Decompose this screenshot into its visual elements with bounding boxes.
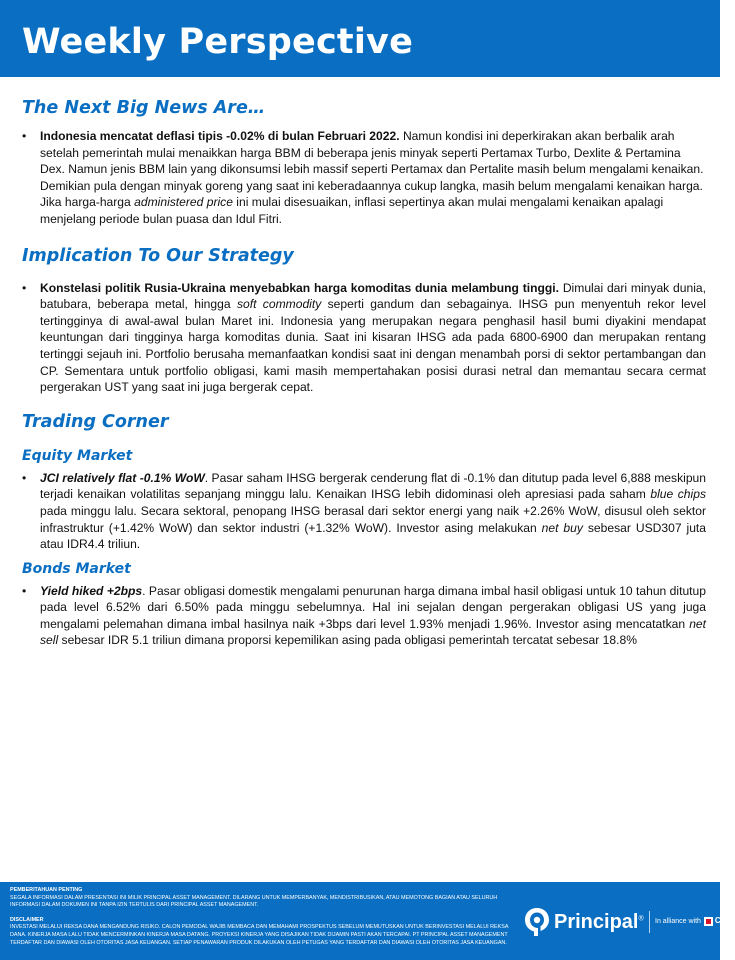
section-implication bbox=[22, 245, 706, 396]
brand-name: Principal® bbox=[554, 911, 644, 933]
disclaimer-label: DISCLAIMER bbox=[10, 916, 44, 923]
alliance-text: In alliance with bbox=[655, 918, 701, 925]
bullet-italic-text: net buy bbox=[541, 520, 583, 535]
bullet-item-inflation bbox=[22, 128, 706, 228]
bullet-item-commodities bbox=[22, 280, 706, 396]
cimb-logo-icon bbox=[704, 917, 713, 926]
page-title: Weekly Perspective bbox=[22, 22, 414, 62]
bullet-text: sebesar USD307 juta atau IDR4.4 triliun. bbox=[40, 520, 707, 552]
bullet-text: pada minggu lalu. Secara sektoral, penopang IHSG berasal dari sektor energi yang naik +2.26% WoW, disusul oleh sektor infrastruktur (+1.42% WoW) dan sektor industri (+1.32% WoW). Investor asing melakukan bbox=[40, 503, 706, 535]
bullet-text: Namun kondisi ini deperkirakan akan berbalik arah setelah pemerintah mulai menaikkan harga BBM di beberapa jenis minyak seperti Pertamax Turbo, Dexlite & Pertamina Dex. Namun jenis BBM lain yang dikonsumsi lebih massif seperti Pertamax dan Pertalite masih belum mengalami kenaikan. Demikian pula dengan minyak goreng yang saat ini keberadaannya cukup langka, masih belum mengalami kenaikan harga. Jika harga-harga bbox=[40, 129, 704, 210]
bullet-dot: • bbox=[22, 129, 27, 143]
section-heading-next-big-news: The Next Big News Are… bbox=[22, 98, 266, 118]
principal-logo-icon bbox=[524, 907, 550, 937]
bullet-italic-text: administered price bbox=[134, 195, 233, 210]
bullet-text: . Pasar obligasi domestik mengalami penurunan harga dimana imbal hasil obligasi untuk 10 tahun ditutup pada level 6.52% dari 6.50% pada minggu sebelumnya. Hal ini sejalan dengan pergerakan obligasi US yang juga mengalami pelemahan dimana imbal hasilnya naik +3bps dari level 1.93% menjadi 1.96%. Investor asing mencatatkan bbox=[40, 583, 706, 631]
bullet-text: . Pasar saham IHSG bergerak cenderung flat di -0.1% dan ditutup pada level 6,888 meskipun terjadi kenaikan volatilitas sepanjang minggu lalu. Kenaikan IHSG lebih didominasi oleh apresiasi pada saham bbox=[40, 470, 706, 502]
bullet-bold-text: Indonesia mencatat deflasi tipis -0.02% di bulan Februari 2022. bbox=[40, 129, 400, 143]
bullet-italic-text: net sell bbox=[40, 616, 706, 648]
bullet-italic-text: blue chips bbox=[650, 487, 706, 502]
notice-text: SEGALA INFORMASI DALAM PRESENTASI INI MILIK PRINCIPAL ASSET MANAGEMENT. DILARANG UNTUK MEMPERBANYAK, MENDISTRIBUSIKAN, ATAU MEMOTONG BAGIAN ATAU SELURUH INFORMASI DALAM DOKUMEN INI TANPA IZIN TERTULIS DARI PRINCIPAL ASSET MANAGEMENT. bbox=[10, 894, 498, 909]
bullet-italic-text: soft commodity bbox=[236, 297, 322, 312]
section-heading-implication: Implication To Our Strategy bbox=[22, 245, 294, 266]
disclaimer-text: INVESTASI MELALUI REKSA DANA MENGANDUNG RISIKO. CALON PEMODAL WAJIB MEMBACA DAN MEMAHAMI PROSPEKTUS SEBELUM MEMUTUSKAN UNTUK BERINVESTASI MELALUI REKSA DANA. KINERJA MASA LALU TIDAK MENCERMINKAN KINERJA MASA DATANG. PROYEKSI KINERJA YANG DISAJIKAN TIDAK DIJAMIN PASTI AKAN TERCAPAI. PT PRINCIPAL ASSET MANAGEMENT TERDAFTAR DAN DIAWASI OLEH OTORITAS JASA KEUANGAN. SETIAP PENAWARAN PRODUK DILAKUKAN OLEH PETUGAS YANG TERDAFTAR DAN DIAWASI OLEH OTORITAS JASA KEUANGAN. bbox=[10, 924, 509, 946]
section-next-big-news bbox=[22, 97, 706, 228]
bullet-dot: • bbox=[22, 583, 27, 598]
partner-name: CIMB bbox=[714, 916, 735, 925]
notice-label: PEMBERITAHUAN PENTING bbox=[10, 887, 83, 893]
brand-name-text: Principal bbox=[554, 911, 639, 933]
bullet-bold-italic-text: Yield hiked +2bps bbox=[40, 583, 143, 598]
footer-legal-text bbox=[10, 887, 510, 947]
bullet-text: sebesar IDR 5.1 triliun dimana proporsi kepemilikan asing pada obligasi pemerintah tercatat sebesar 18.8% bbox=[58, 633, 637, 648]
bullet-dot: • bbox=[22, 280, 27, 295]
brand-divider bbox=[649, 911, 650, 933]
subsection-heading-bonds: Bonds Market bbox=[22, 560, 131, 577]
bullet-item-bonds bbox=[22, 583, 706, 649]
bullet-text: ini mulai disesuaikan, inflasi sepertinya akan mulai mengalami kenaikan apalagi menjelang periode bulan puasa dan Idul Fitri. bbox=[40, 195, 664, 226]
alliance-line bbox=[655, 916, 735, 926]
bullet-dot: • bbox=[22, 470, 27, 485]
bullet-bold-italic-text: JCI relatively flat -0.1% WoW bbox=[40, 470, 205, 485]
main-content bbox=[22, 97, 706, 649]
bullet-text: Dimulai dari minyak dunia, batubara, beberapa metal, hingga bbox=[40, 280, 706, 312]
header-banner bbox=[0, 0, 720, 77]
section-heading-trading-corner: Trading Corner bbox=[22, 411, 169, 432]
footer-banner bbox=[0, 882, 735, 960]
bullet-item-equity bbox=[22, 470, 706, 553]
bullet-text: seperti gandum dan sebagainya. IHSG pun menyentuh rekor level tertingginya di awal-awal bulan Maret ini. Indonesia yang merupakan negara penghasil hasil bumi diyakini mendapat keuntungan dari tingginya harga komoditas dunia. Saat ini kisaran IHSG ada pada 6800-6900 dan merupakan rentang tertinggi sejauh ini. Portfolio berusaha memanfaatkan kondisi saat ini dengan menambah porsi di sektor pertambangan dan CP. Sementara untuk portfolio obligasi, kami masih mempertahakan posisi durasi netral dan memantau secara cermat pergerakan UST yang saat ini juga bergerak cepat. bbox=[40, 297, 706, 395]
bullet-bold-text: Konstelasi politik Rusia-Ukraina menyebabkan harga komoditas dunia melambung tinggi. bbox=[40, 280, 560, 295]
subsection-heading-equity: Equity Market bbox=[22, 447, 133, 464]
section-trading-corner bbox=[22, 411, 706, 649]
brand-lockup bbox=[524, 907, 735, 937]
